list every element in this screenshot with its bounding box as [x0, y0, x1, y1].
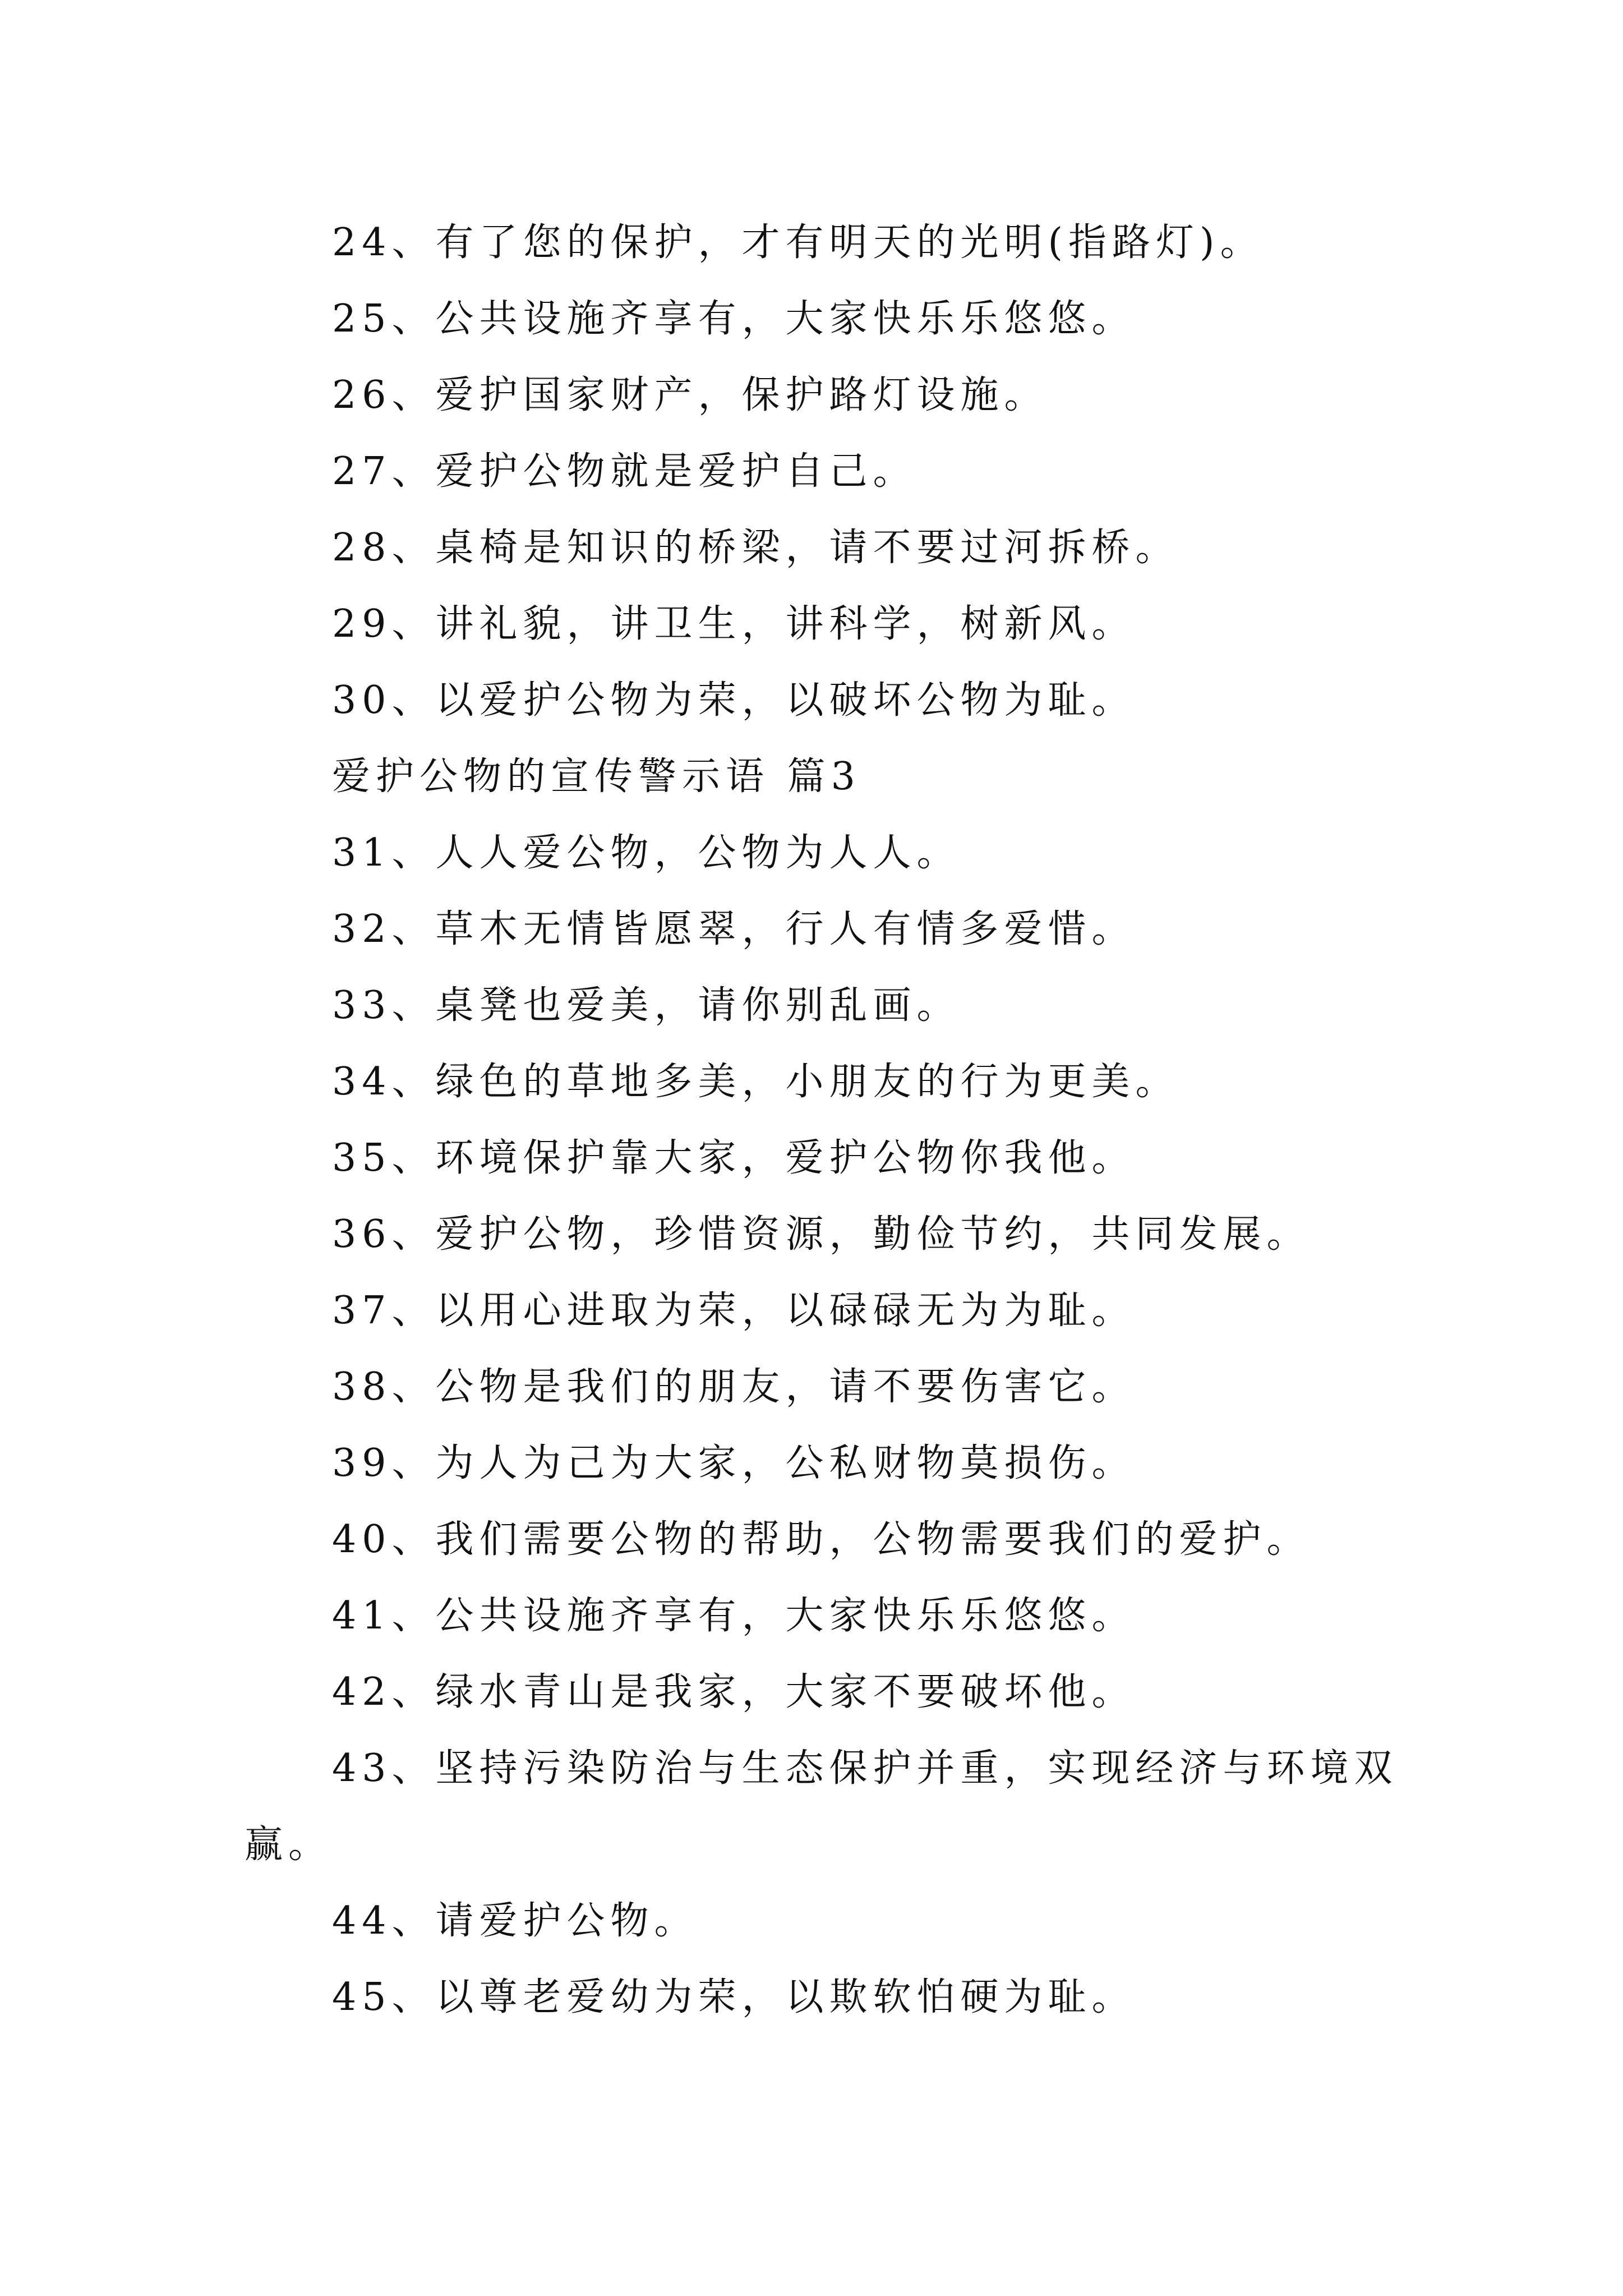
section-heading: 爱护公物的宣传警示语 篇3 — [332, 754, 861, 799]
slogan-line-29: 29、讲礼貌，讲卫生，讲科学，树新风。 — [332, 602, 1136, 646]
slogan-line-37: 37、以用心进取为荣，以碌碌无为为耻。 — [332, 1289, 1136, 1333]
slogan-line-27: 27、爱护公物就是爱护自己。 — [332, 449, 917, 494]
slogan-line-33: 33、桌凳也爱美，请你别乱画。 — [332, 983, 961, 1028]
slogan-line-36: 36、爱护公物，珍惜资源，勤俭节约，共同发展。 — [332, 1212, 1311, 1257]
slogan-line-45: 45、以尊老爱幼为荣，以欺软怕硬为耻。 — [332, 1975, 1136, 2019]
slogan-line-40: 40、我们需要公物的帮助，公物需要我们的爱护。 — [332, 1517, 1311, 1562]
slogan-line-41: 41、公共设施齐享有，大家快乐乐悠悠。 — [332, 1594, 1136, 1638]
slogan-line-34: 34、绿色的草地多美，小朋友的行为更美。 — [332, 1060, 1179, 1104]
slogan-line-38: 38、公物是我们的朋友，请不要伤害它。 — [332, 1365, 1136, 1409]
slogan-line-32: 32、草木无情皆愿翠，行人有情多爱惜。 — [332, 907, 1136, 951]
slogan-line-28: 28、桌椅是知识的桥梁，请不要过河拆桥。 — [332, 526, 1179, 570]
slogan-line-35: 35、环境保护靠大家，爱护公物你我他。 — [332, 1136, 1136, 1180]
slogan-line-43: 43、坚持污染防治与生态保护并重，实现经济与环境双 — [332, 1746, 1398, 1791]
slogan-line-31: 31、人人爱公物，公物为人人。 — [332, 831, 961, 875]
slogan-line-42: 42、绿水青山是我家，大家不要破坏他。 — [332, 1670, 1136, 1714]
slogan-line-24: 24、有了您的保护，才有明天的光明(指路灯)。 — [332, 220, 1264, 265]
slogan-line-44: 44、请爱护公物。 — [332, 1899, 698, 1943]
slogan-line-26: 26、爱护国家财产，保护路灯设施。 — [332, 373, 1048, 417]
slogan-line-43-continuation: 赢。 — [245, 1823, 333, 1867]
slogan-line-39: 39、为人为己为大家，公私财物莫损伤。 — [332, 1441, 1136, 1485]
slogan-line-25: 25、公共设施齐享有，大家快乐乐悠悠。 — [332, 297, 1136, 341]
slogan-line-30: 30、以爱护公物为荣，以破坏公物为耻。 — [332, 678, 1136, 723]
